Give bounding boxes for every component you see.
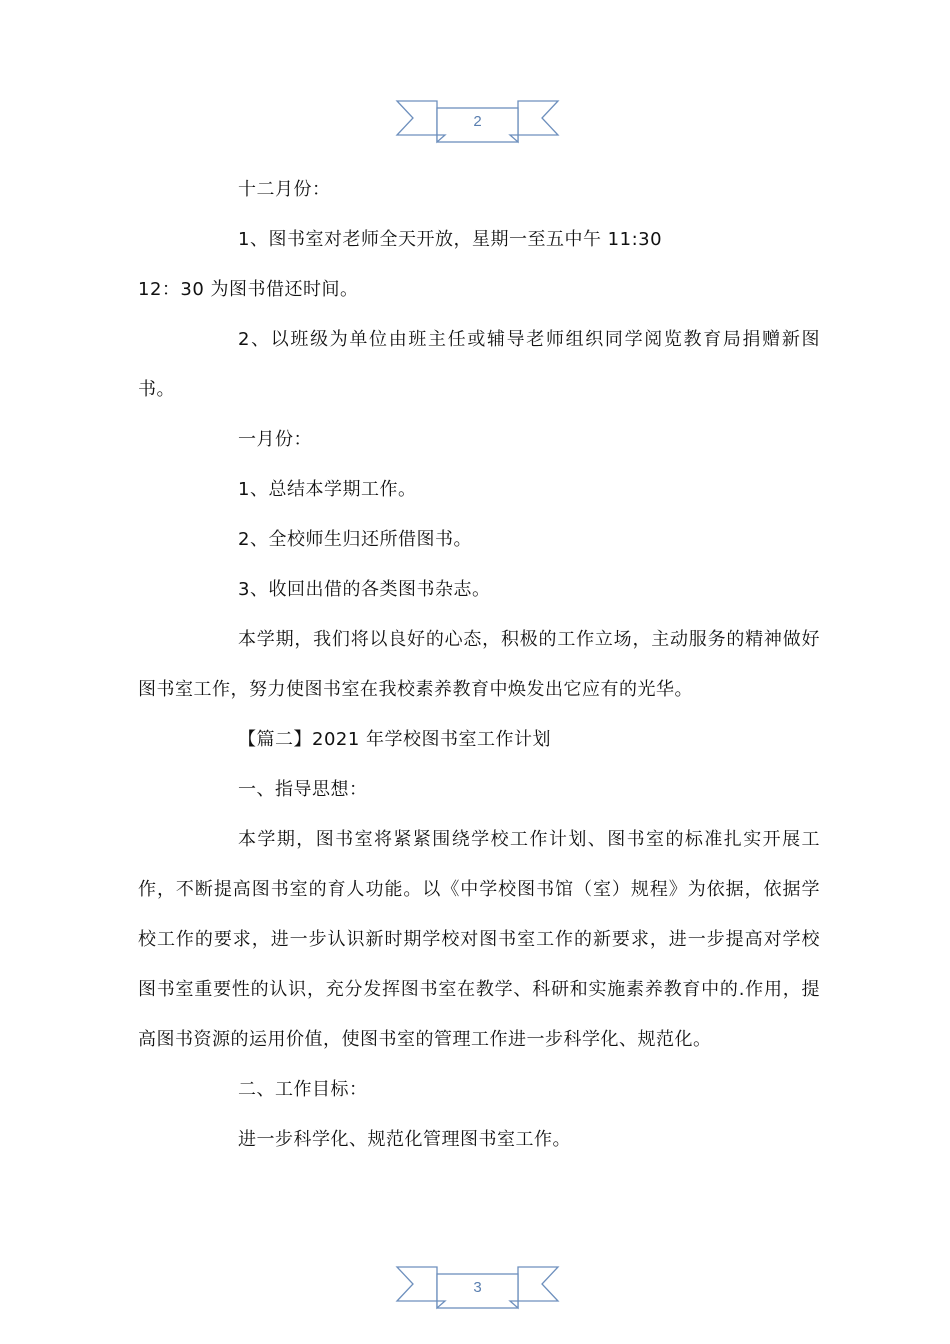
list-item-december-2: 2、以班级为单位由班主任或辅导老师组织同学阅览教育局捐赠新图书。 — [138, 329, 820, 400]
section-heading-january: 一月份： — [238, 429, 312, 450]
semester-summary-paragraph: 本学期，我们将以良好的心态，积极的工作立场，主动服务的精神做好图书室工作，努力使图书室在我校素养教育中焕发出它应有的光华。 — [138, 629, 820, 700]
section-heading-guiding-ideology: 一、指导思想： — [238, 779, 368, 800]
page-number-ribbon-bottom — [395, 1262, 560, 1312]
list-item-december-1: 1、图书室对老师全天开放，星期一至五中午 11:30 — [238, 229, 663, 250]
document-body — [138, 165, 820, 1165]
guiding-ideology-paragraph: 本学期，图书室将紧紧围绕学校工作计划、图书室的标准扎实开展工作，不断提高图书室的育人功能。以《中学校图书馆（室）规程》为依据，依据学校工作的要求，进一步认识新时期学校对图书室工作的新要求，进一步提高对学校图书室重要性的认识，充分发挥图书室在教学、科研和实施素养教育中的.作用，提高图书资源的运用价值，使图书室的管理工作进一步科学化、规范化。 — [138, 829, 820, 1050]
list-item-january-3: 3、收回出借的各类图书杂志。 — [238, 579, 491, 600]
section-heading-december: 十二月份： — [238, 179, 331, 200]
list-item-january-1: 1、总结本学期工作。 — [238, 479, 417, 500]
page-number: 3 — [473, 1279, 482, 1296]
page-number: 2 — [473, 113, 482, 130]
list-item-january-2: 2、全校师生归还所借图书。 — [238, 529, 472, 550]
work-goals-paragraph: 进一步科学化、规范化管理图书室工作。 — [238, 1129, 571, 1150]
article-title: 【篇二】2021 年学校图书室工作计划 — [238, 729, 552, 750]
page-number-ribbon-top — [395, 96, 560, 146]
section-heading-work-goals: 二、工作目标： — [238, 1079, 368, 1100]
list-item-december-1-continued: 12：30 为图书借还时间。 — [138, 279, 359, 300]
